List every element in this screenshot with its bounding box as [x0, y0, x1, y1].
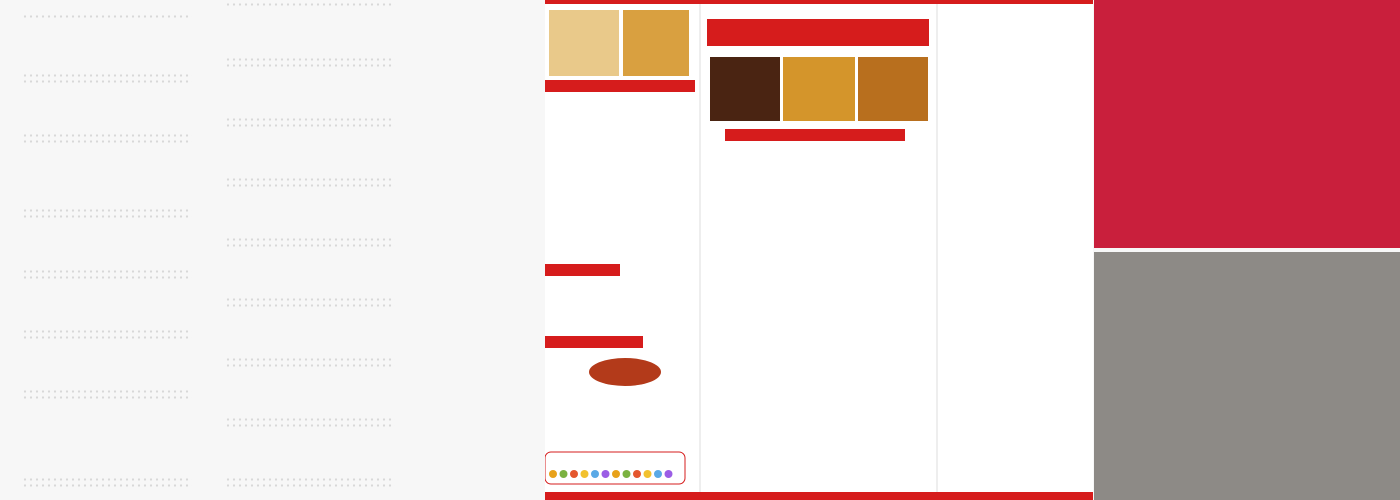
category-link[interactable] — [22, 418, 172, 441]
skewer-photo — [623, 10, 689, 76]
divider — [22, 15, 192, 18]
divider — [225, 424, 395, 427]
menu-page-image[interactable] — [545, 0, 1093, 500]
allergen-icon — [602, 470, 610, 478]
divider — [225, 358, 395, 361]
dish-photo — [710, 57, 780, 121]
divider — [22, 134, 192, 137]
category-link[interactable] — [22, 41, 172, 64]
divider — [22, 276, 192, 279]
category-link[interactable] — [225, 25, 375, 48]
menu-scan — [545, 0, 1093, 500]
divider — [225, 484, 395, 487]
divider — [225, 364, 395, 367]
divider — [22, 336, 192, 339]
category-link[interactable] — [225, 85, 375, 108]
divider — [22, 209, 192, 212]
allergen-icon — [633, 470, 641, 478]
divider — [225, 118, 395, 121]
category-link[interactable] — [22, 237, 172, 260]
top-red-band — [545, 0, 1093, 4]
divider — [22, 396, 192, 399]
category-link[interactable] — [22, 358, 172, 381]
allergen-icon — [560, 470, 568, 478]
divider — [22, 330, 192, 333]
divider — [22, 74, 192, 77]
dish-photo — [783, 57, 855, 121]
dish-photo — [858, 57, 928, 121]
divider — [225, 64, 395, 67]
divider — [225, 58, 395, 61]
divider — [225, 478, 395, 481]
section-band — [545, 336, 643, 348]
divider — [225, 124, 395, 127]
category-link[interactable] — [225, 446, 375, 469]
divider — [22, 215, 192, 218]
section-band — [545, 264, 620, 276]
divider — [22, 478, 192, 481]
allergen-icon — [581, 470, 589, 478]
section-band — [725, 129, 905, 141]
category-link[interactable] — [22, 101, 172, 124]
duck-photo — [589, 358, 661, 386]
allergen-icon — [549, 470, 557, 478]
allergen-icon — [654, 470, 662, 478]
divider — [22, 140, 192, 143]
allergen-icon — [644, 470, 652, 478]
flyer-front-scan — [1094, 0, 1400, 248]
special-band — [707, 19, 929, 46]
divider — [225, 304, 395, 307]
divider — [22, 80, 192, 83]
category-link[interactable] — [225, 205, 375, 228]
flyer-open-scan — [1094, 252, 1400, 500]
allergen-icon — [570, 470, 578, 478]
divider — [22, 484, 192, 487]
bottom-red-band — [545, 492, 1093, 500]
flyer-photo-front[interactable] — [1094, 0, 1400, 248]
divider — [225, 298, 395, 301]
divider — [225, 418, 395, 421]
category-link[interactable] — [225, 386, 375, 409]
section-band — [545, 80, 695, 92]
spring-roll-photo — [549, 10, 619, 76]
divider — [225, 3, 395, 6]
allergen-icon — [591, 470, 599, 478]
allergen-icon — [612, 470, 620, 478]
allergen-icon — [623, 470, 631, 478]
category-link[interactable] — [225, 326, 375, 349]
category-link[interactable] — [225, 266, 375, 289]
divider — [225, 184, 395, 187]
allergen-icon — [665, 470, 673, 478]
divider — [225, 238, 395, 241]
flyer-photo-open[interactable] — [1094, 252, 1400, 500]
divider — [225, 244, 395, 247]
divider — [22, 270, 192, 273]
category-link[interactable] — [225, 145, 375, 168]
divider — [22, 390, 192, 393]
category-link[interactable] — [22, 298, 172, 321]
divider — [225, 178, 395, 181]
